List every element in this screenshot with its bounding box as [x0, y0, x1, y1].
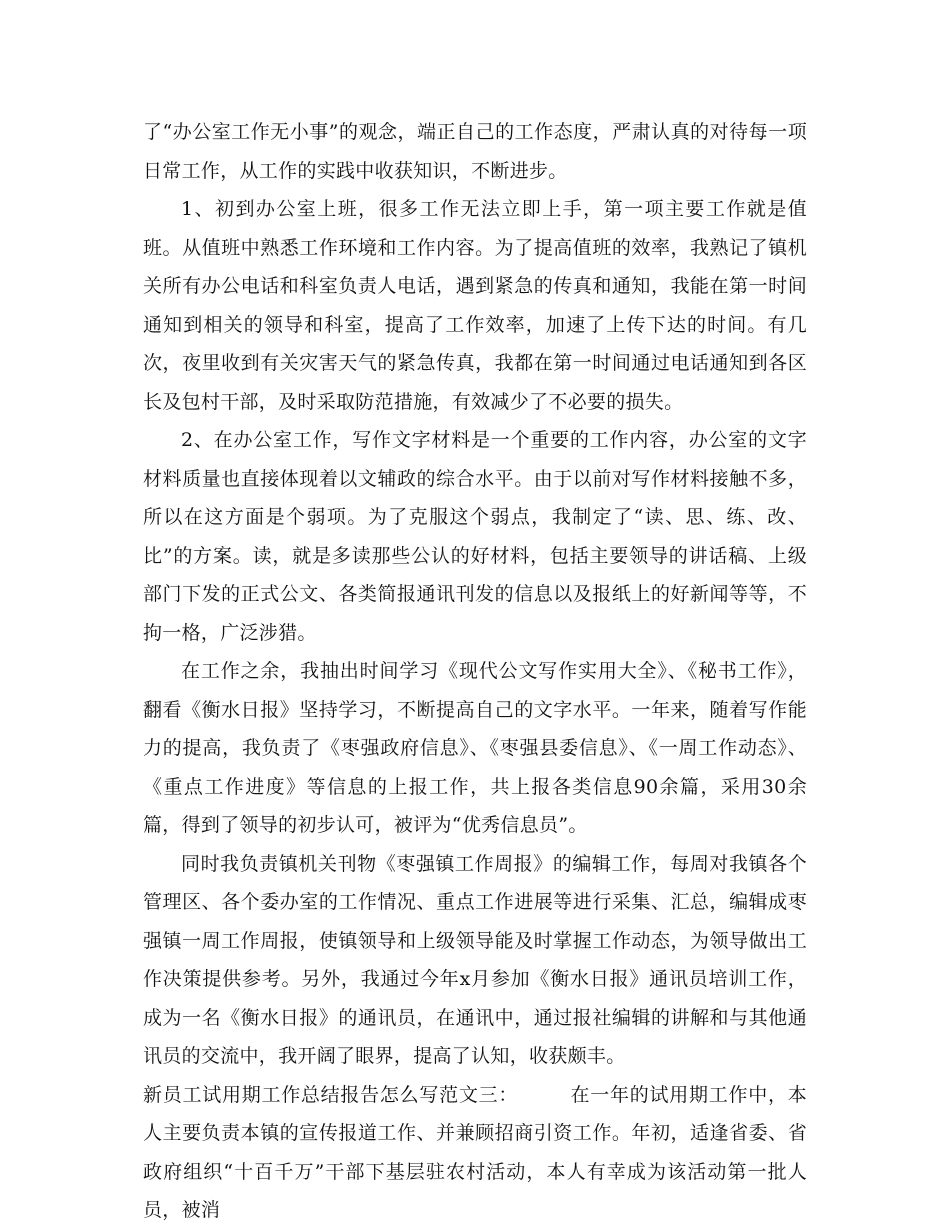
section-text: 在一年的试用期工作中，本人主要负责本镇的宣传报道工作、并兼顾招商引资工作。年初，适逢省委、省政府组织“十百千万”干部下基层驻农村活动，本人有幸成为该活动第一批人员，被消 — [143, 1083, 807, 1221]
paragraph-study-and-info: 在工作之余，我抽出时间学习《现代公文写作实用大全》、《秘书工作》，翻看《衡水日报》坚持学习，不断提高自己的文字水平。一年来，随着写作能力的提高，我负责了《枣强政府信息》、《枣强县委信息》、《一周工作动态》、《重点工作进度》等信息的上报工作，共上报各类信息90余篇，采用30余篇，得到了领导的初步认可，被评为“优秀信息员”。 — [143, 660, 807, 836]
paragraph-sample-three — [143, 1076, 807, 1230]
document-body — [143, 113, 807, 1230]
paragraph-continuation: 了“办公室工作无小事”的观念，端正自己的工作态度，严肃认真的对待每一项日常工作，从工作的实践中收获知识，不断进步。 — [143, 121, 807, 182]
paragraph-writing-materials: 2、在办公室工作，写作文字材料是一个重要的工作内容，办公室的文字材料质量也直接体现着以文辅政的综合水平。由于以前对写作材料接触不多，所以在这方面是个弱项。为了克服这个弱点，我制定了“读、思、练、改、比”的方案。读，就是多读那些公认的好材料，包括主要领导的讲话稿、上级部门下发的正式公文、各类简报通讯刊发的信息以及报纸上的好新闻等等，不拘一格，广泛涉猎。 — [143, 429, 807, 644]
section-heading: 新员工试用期工作总结报告怎么写范文三： — [143, 1083, 519, 1106]
paragraph-weekly-report: 同时我负责镇机关刊物《枣强镇工作周报》的编辑工作，每周对我镇各个管理区、各个委办室的工作情况、重点工作进展等进行采集、汇总，编辑成枣强镇一周工作周报，使镇领导和上级领导能及时掌握工作动态，为领导做出工作决策提供参考。另外，我通过今年x月参加《衡水日报》通讯员培训工作，成为一名《衡水日报》的通讯员，在通讯中，通过报社编辑的讲解和与其他通讯员的交流中，我开阔了眼界，提高了认知，收获颇丰。 — [143, 852, 807, 1067]
paragraph-duty-work: 1、初到办公室上班，很多工作无法立即上手，第一项主要工作就是值班。从值班中熟悉工作环境和工作内容。为了提高值班的效率，我熟记了镇机关所有办公电话和科室负责人电话，遇到紧急的传真和通知，我能在第一时间通知到相关的领导和科室，提高了工作效率，加速了上传下达的时间。有几次，夜里收到有关灾害天气的紧急传真，我都在第一时间通过电话通知到各区长及包村干部，及时采取防范措施，有效减少了不必要的损失。 — [143, 198, 807, 413]
